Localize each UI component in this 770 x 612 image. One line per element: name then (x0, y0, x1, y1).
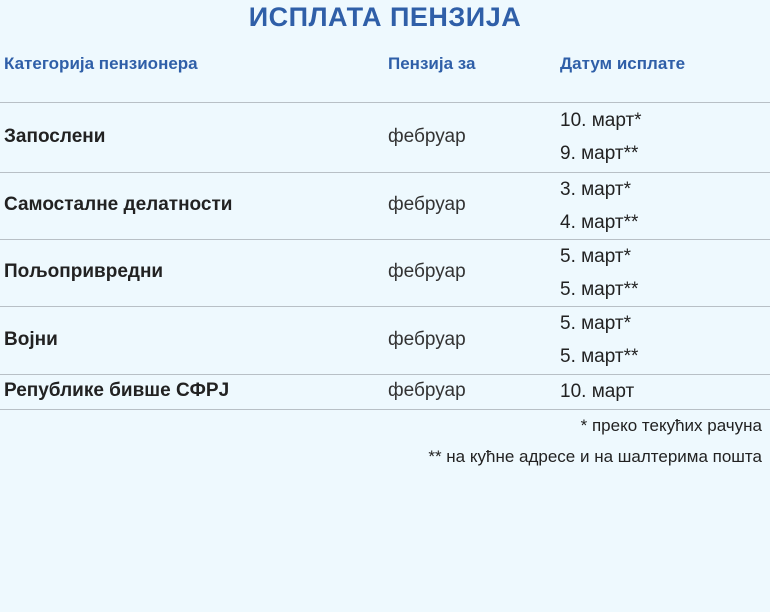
row-pension-for: фебруар (388, 126, 466, 147)
row-pension-for: фебруар (388, 380, 466, 401)
row-dates (560, 104, 642, 170)
column-header-pension-for: Пензија за (388, 54, 476, 73)
column-header-category: Категорија пензионера (4, 54, 198, 73)
date-home-delivery: 5. март** (560, 279, 639, 300)
footnote-double-star: ** на кућне адресе и на шалтерима пошта (428, 447, 762, 466)
table-top-divider (0, 102, 770, 103)
table-row (0, 307, 770, 375)
row-category: Запослени (4, 126, 106, 147)
date-current-account: 10. март* (560, 110, 642, 131)
row-dates (560, 307, 638, 373)
table-row (0, 375, 770, 410)
date-home-delivery: 9. март** (560, 143, 639, 164)
date-payment: 10. март (560, 381, 635, 402)
table-row (0, 104, 770, 173)
date-current-account: 3. март* (560, 179, 631, 200)
date-current-account: 5. март* (560, 313, 631, 334)
date-home-delivery: 5. март** (560, 346, 639, 367)
row-category: Војни (4, 329, 58, 350)
row-pension-for: фебруар (388, 261, 466, 282)
row-dates (560, 240, 638, 306)
row-category: Самосталне делатности (4, 194, 233, 215)
date-current-account: 5. март* (560, 246, 631, 267)
table-row (0, 240, 770, 307)
row-pension-for: фебруар (388, 194, 466, 215)
page-title: ИСПЛАТА ПЕНЗИЈА (248, 2, 522, 32)
column-header-payment-date: Датум исплате (560, 54, 686, 73)
row-category: Пољопривредни (4, 261, 164, 282)
table-row (0, 173, 770, 240)
row-pension-for: фебруар (388, 329, 466, 350)
table-header (0, 54, 770, 76)
row-category: Републике бивше СФРЈ (4, 380, 230, 401)
row-dates (560, 173, 638, 239)
date-home-delivery: 4. март** (560, 212, 639, 233)
footnote-single-star: * преко текућих рачуна (580, 416, 762, 435)
row-dates (560, 375, 634, 408)
